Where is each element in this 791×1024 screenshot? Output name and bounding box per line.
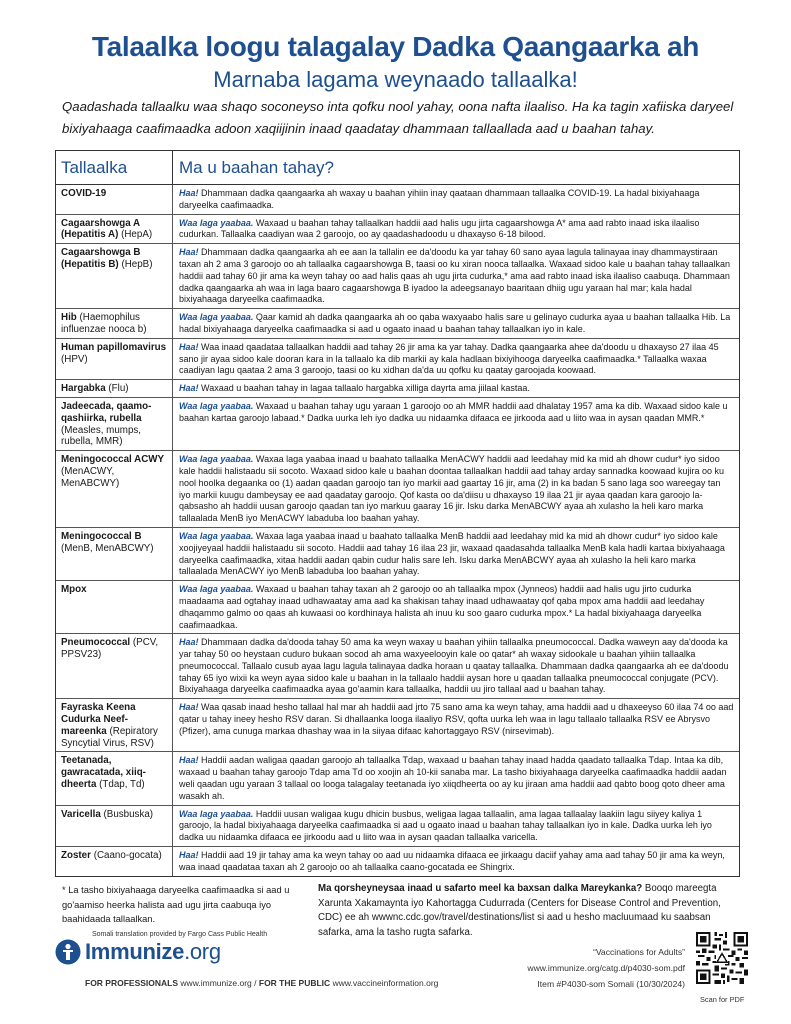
vaccine-name-cell [56,215,173,244]
vaccine-name-cell [56,451,173,527]
table-row [56,528,739,581]
recommendation-text: Waa qasab inaad hesho tallaal hal mar ah haddii aad jrto 75 sano ama ka weyn tahay, ama haddii aad u dhaxeeyso 60 ilaa 74 oo aad qatar u tahay ineey hesho RSV daran. Si dhallaanka looga ilaaliyo RSV, qofta uurka leh waa in lagu tallaalo tallaalka RSV ee Abrysvo (Pfizer), ama cunuga markaa dhashay waa in la siiyaa difaac kahortaggayo RSV (nirsevimab). [179,702,734,736]
column-header-vaccine: Tallaalka [56,151,173,184]
recommendation-text: Dhammaan dadka da'dooda tahay 50 ama ka weyn waxay u baahan yihiin tallaalka pneumococcal. Dadka waweyn aay da'dooda ka yar tahay 50 oo heystaan cuduro bukaan socod ah ama waxyeelooyin kale oo qatar* ah waxay sidookale u baahan yihiin tallaalka pneumococcal. Tallaalo cusub ayaa lagu lagula talinayaa dadka horaan u qaatay tallaalka. Dhammaan dadka qaangaarka ah ee da'doodu tahay 65 iyo wixii ka weyn ayaa sidoo kale u baahan in la tallaalo haddii aysan hore u qaadan tallaalka pneumococcal conjugate (PCV). Bixiyahaaga daryeelka caafimaadka ayaa go'aamin kara tallaalka, haddii uu jiro tallaal aad u baahan tahay. [179,637,729,695]
recommendation-cell [173,185,739,214]
page-subtitle: Marnaba lagama weynaado tallaalka! [213,67,578,92]
column-header-need: Ma u baahan tahay? [179,158,335,177]
vaccine-name: Mpox [61,584,87,596]
recommendation-cell [173,699,739,751]
recommendation-text: Qaar kamid ah dadka qaangaarka ah oo qaba waxyaabo halis sare u gelinayo cudurka ayaa u baahan tallaalka Hib. La hadal bixiyahaaga daryeelka caafimaadka si aad u ogaato inaad u baahan tahay tallaalkan iyo in kale. [179,312,731,334]
recommendation-text: Dhammaan dadka qaangaarka ah ee aan la tallalin ee da'doodu ka yar tahay 60 sano ayaa lagula talinayaa inay dhammaystiraan taxan ah 2 ama 3 garoojo oo ah tallaalka cagaarshowga B, taasi oo ku xiran nooca tallaalka. Waxaad sidoo kale u baahan tahay tallaalkan haddii aad tahay 60 jir ama ka weyn tahay oo aad halis qaas ah ugu jirta cudurka,* ama aad rabto inaad iska ilaaliso caabuqa. Dhammaan dadka qaangaarka ah waa in laga baaro cagaarshowga B iyadoo la adeegsanayo baaritaan dhiig ugu yaraan hal mar; kala hadal bixiyahaaga daryeelka caafimaadka. [179,247,731,305]
vaccine-name: Teetanada, gawracatada, xiiq-dheerta [61,755,146,791]
vaccine-abbreviation: (PCV, PPSV23) [61,637,159,661]
table-row [56,847,739,876]
page-header [0,30,791,94]
recommendation-lead: Haa! [179,755,199,766]
translation-credit: Somali translation provided by Fargo Cass Public Health [92,931,268,938]
vaccine-name-cell [56,634,173,698]
recommendation-lead: Haa! [179,702,199,713]
vaccine-name-cell [56,699,173,751]
pro-label: FOR PROFESSIONALS [85,978,179,988]
vaccine-name-cell [56,185,173,214]
recommendation-cell [173,339,739,379]
recommendation-lead: Haa! [179,637,199,648]
vaccine-name: Varicella [61,808,101,820]
recommendation-text: Waxaad u baahan tahay taxan ah 2 garoojo oo ah tallaalka mpox (Jynneos) haddii aad halis ugu jirto cudurka maadaama aad ogtahay inaad udhawaatay ama aad ka shakisan tahay inaad udhawaatay qof qaba mpox ama haddii aad leedahay dhaqammo galmo oo qaas ah kuwaasi oo kordhinaya halista ah inuu ku soo gaaro cudurka mpox.* La hadal bixiyahaaga daryeelka caafimaadkaa. [179,584,705,630]
table-row [56,581,739,634]
table-row [56,244,739,309]
intro-paragraph: Qaadashada tallaalku waa shaqo soconeyso inta qofku nool yahay, oona nafta ilaaliso. Ha ka tagin xafiiska daryeel bixiyahaaga caafimaadka adoon xaqiijinin inaad qaadatay dhammaan tallaallada aad u baahan tahay. [62,99,734,136]
pro-url[interactable]: www.immunize.org [180,978,252,988]
vaccine-name-cell [56,244,173,308]
recommendation-cell [173,380,739,397]
footer-links [85,978,438,988]
vaccine-abbreviation: (Tdap, Td) [99,779,145,791]
recommendation-lead: Haa! [179,850,199,861]
table-row [56,185,739,215]
vaccine-name: Jadeecada, qaamo-qashiirka, rubella [61,400,152,424]
vaccine-name-cell [56,398,173,450]
recommendation-lead: Waa laga yaabaa. [179,312,254,323]
recommendation-lead: Waa laga yaabaa. [179,400,254,411]
table-row [56,215,739,245]
recommendation-text: Waa inaad qaadataa tallaalkan haddii aad tahay 26 jir ama ka yar tahay. Dadka qaangaarka ahee da'doodu u dhaxayso 27 ilaa 45 sano jir ayaa sidoo kale dooran kara in la tallaalo ka dib markii ay kala hadlaan bixiyihooga daryeelka caafimaadka.* Tallaalka waxaa caadiyan lagu qaataa 2 ama 3 garoojo, taasi oo ku xidhan da'da uu qofku ku qaatay garoojada koowaad. [179,341,719,376]
doc-url[interactable]: www.immunize.org/catg.d/p4030-som.pdf [527,963,685,973]
vaccine-abbreviation: (Repiratory Syncytial Virus, RSV) [61,725,158,749]
recommendation-cell [173,581,739,633]
vaccine-abbreviation: (Measles, mumps, rubella, MMR) [61,424,142,448]
vaccine-name-cell [56,847,173,876]
qr-code-icon [696,932,748,984]
recommendation-lead: Waa laga yaabaa. [179,217,254,228]
travel-text: Booqo mareegta Xarunta Xakamaynta iyo Kahortagga Cudurrada (Centers for Disease Control and Prevention, CDC) ee ah wwwnc.cdc.gov/travel/destinations/list si aad u hesho macluumaad ku saabsan safarka, ama la tasho rugta safarka. [318,883,721,938]
vaccine-abbreviation: (MenACWY, MenABCWY) [61,465,120,489]
recommendation-lead: Haa! [179,188,199,198]
vaccine-name: Hargabka [61,383,106,395]
vaccine-name-cell [56,752,173,804]
vaccine-table [55,150,740,877]
doc-item: Item #P4030-som Somali (10/30/2024) [537,979,685,989]
vaccine-name: Meningococcal ACWY [61,454,165,466]
recommendation-text: Waxaad u baahan tahay in lagaa tallaalo hargabka xilliga dayrta ama jiilaal kastaa. [201,383,530,394]
recommendation-lead: Haa! [179,383,199,394]
vaccine-abbreviation: (HepB) [121,258,153,270]
recommendation-lead: Haa! [179,341,199,352]
table-row [56,309,739,339]
table-header [56,151,739,185]
recommendation-cell [173,847,739,876]
vaccine-name: Hib [61,312,77,324]
vaccine-name-cell [56,309,173,338]
immunize-logo [55,939,221,965]
page-title: Talaalka loogu talagalay Dadka Qaangaarka ah [91,31,700,62]
vaccine-name: COVID-19 [61,188,107,199]
recommendation-cell [173,451,739,527]
scan-for-pdf-label: Scan for PDF [700,995,745,1004]
footnote: * La tasho bixiyahaaga daryeelka caafimaadka si aad u go'aamiso heerka halista aad ugu jirta caabuqa iyo baahidaada tallaalkan. [62,885,290,924]
recommendation-cell [173,752,739,804]
vaccine-abbreviation: (Busbuska) [103,808,154,820]
vaccine-name-cell [56,528,173,580]
recommendation-cell [173,309,739,338]
vaccine-name: Fayraska Keena Cudurka Neef-mareenka [61,702,136,737]
public-label: FOR THE PUBLIC [258,978,331,988]
immunize-logo-icon [55,939,81,965]
recommendation-cell [173,634,739,698]
vaccine-name: Cagaarshowga B (Hepatitis B) [61,247,141,270]
doc-title: “Vaccinations for Adults” [592,947,685,957]
recommendation-text: Haddii aadan waligaa qaadan garoojo ah tallaalka Tdap, waxaad u baahan tahay inaad hadda qaadato tallaalka Tdap. Intaa ka dib, waxaad u baahan tahay garoojo Tdap ama Td oo xoojin ah 10-kii sanaba mar. La tasho bixiyahaaga daryeelka caafimaadka haddii aadan weli qaadan ugu yaraan 3 tallaal oo looga talagalay teetanada iyo xiiqdheerta oo ay ku jiraan ama haddii aad qabto boog qoto dheer ama wasakh ah. [179,755,727,801]
recommendation-lead: Waa laga yaabaa. [179,454,254,465]
recommendation-text: Dhammaan dadka qaangaarka ah waxay u baahan yihiin inay qaataan dhammaan tallaalka COVID-19. La hadal bixiyahaaga daryeelka caafimaadka. [179,188,700,210]
recommendation-lead: Waa laga yaabaa. [179,808,254,819]
table-row [56,339,739,380]
vaccine-abbreviation: (Caano-gocata) [93,850,162,862]
recommendation-lead: Haa! [179,247,199,258]
vaccine-abbreviation: (HepA) [121,229,153,241]
document-meta [527,944,685,992]
table-row [56,699,739,752]
recommendation-text: Haddii uusan waligaa kugu dhicin busbus, weligaa lagaa tallaalin, ama lagaa tallaalay laakiin lagu siiyey kaliya 1 garoojo, la hadal bixiyahaaga daryeelka caafimaadka si aad u ogaato inaad u baahan tahay tallaalkan iyo in kale. Dadka uurka leh iyo dadka uu nidaamka difaaca ee jirkoodu aad u liito waa in aysan qaadan tallaalka varicella. [179,808,712,843]
logo-org: .org [184,939,221,964]
recommendation-cell [173,215,739,244]
link-separator: / [254,978,257,988]
travel-note [318,882,728,940]
recommendation-text: Waxaad u baahan tahay tallaalkan haddii aad halis ugu jirta cagaarshowga A* ama aad rabto inaad iska ilaaliso cudurkan. Tallaalka caadiyan waa 2 garoojo, oo ay qaadashadoodu u dhaxayso 6-18 bilood. [179,217,700,240]
vaccine-abbreviation: (Haemophilus influenzae nooca b) [61,312,147,335]
recommendation-text: Haddii aad 19 jir tahay ama ka weyn tahay oo aad uu nidaamka difaaca ee jirkaagu daciif yahay ama aad tahay 50 jir ama ka weyn, waa inaad qaadataa taxan ah 2 garoojo oo ah tallaalka caano-gocatada ee Shingrix. [179,850,725,872]
vaccine-abbreviation: (Flu) [108,383,129,395]
table-row [56,806,739,847]
vaccine-name: Meningococcal B [61,530,142,542]
recommendation-text: Waxaad u baahan tahay ugu yaraan 1 garoojo oo ah MMR haddii aad dhalatay 1957 ama ka dib. Waxaad sidoo kale u baahan kartaa garoojo labaad.* Dadka uurka leh iyo dadka uu nidaamka difaaca ee jirkooda aad u liito waa in aysan qaadan MMR.* [179,400,728,423]
table-row [56,380,739,398]
vaccine-abbreviation: (MenB, MenABCWY) [61,542,154,554]
vaccine-name: Zoster [61,850,91,862]
recommendation-lead: Waa laga yaabaa. [179,584,254,595]
recommendation-lead: Waa laga yaabaa. [179,530,254,541]
travel-question: Ma qorsheyneysaa inaad u safarto meel ka baxsan dalka Mareykanka? [318,883,643,894]
vaccine-abbreviation: (HPV) [61,353,88,365]
recommendation-cell [173,244,739,308]
vaccine-name-cell [56,581,173,633]
vaccine-name: Pneumococcal [61,637,131,649]
vaccine-name-cell [56,806,173,846]
table-row [56,752,739,805]
vaccine-name-cell [56,339,173,379]
table-row [56,398,739,451]
recommendation-cell [173,398,739,450]
recommendation-cell [173,528,739,580]
table-row [56,451,739,528]
vaccine-name-cell [56,380,173,397]
public-url[interactable]: www.vaccineinformation.org [332,978,439,988]
recommendation-text: Waxaa laga yaabaa inaad u baahato tallaalka MenB haddii aad leedahay mid ka mid ah dhowr cudur* iyo sidoo kale xoojiyeyaal haddii halistaadu sii socoto. Haddii aad tahay 16 ilaa 23 jir, waxaad qaadasahda tallaalka MenB kala hadli kartaa bixiyahaaga daryeelka caafimaadka, xitaa haddii aadan qabin cudur halis sare leh. Isku darka MenABCWY ayaa ah xulasho la heli karo marka tallaalada MenACWY iyo MenB labaduba loo baahan yahay. [179,530,725,577]
recommendation-cell [173,806,739,846]
recommendation-text: Waxaa laga yaabaa inaad u baahato tallaalka MenACWY haddii aad leedahay mid ka mid ah dhowr cudur* iyo sidoo kale haddii halistaadu sii socoto. Waxaad sidoo kale u baahan doontaa tallaalkan haddii aad tahay arday sannadka koowaad kujira oo ku nool hoolka degaanka oo (1) aadan qaadan garoojo tan iyo markii aad gaartay 16 jir, ama (2) in ka badan 5 sano laga soo wareegay tan iyo markii kuugu dambeysay ee aad qaadatay garoojo. Qof kasta oo da'diisu u dhaxayso 19 ilaa 21 jir ayaa qaadan kara garoojo la-qabsasho ah haddii uusan garoojo qaadan tan iyo markuu gaaray 16 jir. Isku darka MenABCWY ayaa ah xulasho la heli karo marka tallaalada MenB iyo MenACWY labaduba loo baahan yahay. [179,454,725,524]
logo-text [85,939,221,965]
table-row [56,634,739,699]
logo-main: Immunize [85,939,185,964]
vaccine-name: Cagaarshowga A (Hepatitis A) [61,217,140,241]
vaccine-name: Human papillomavirus [61,341,167,353]
